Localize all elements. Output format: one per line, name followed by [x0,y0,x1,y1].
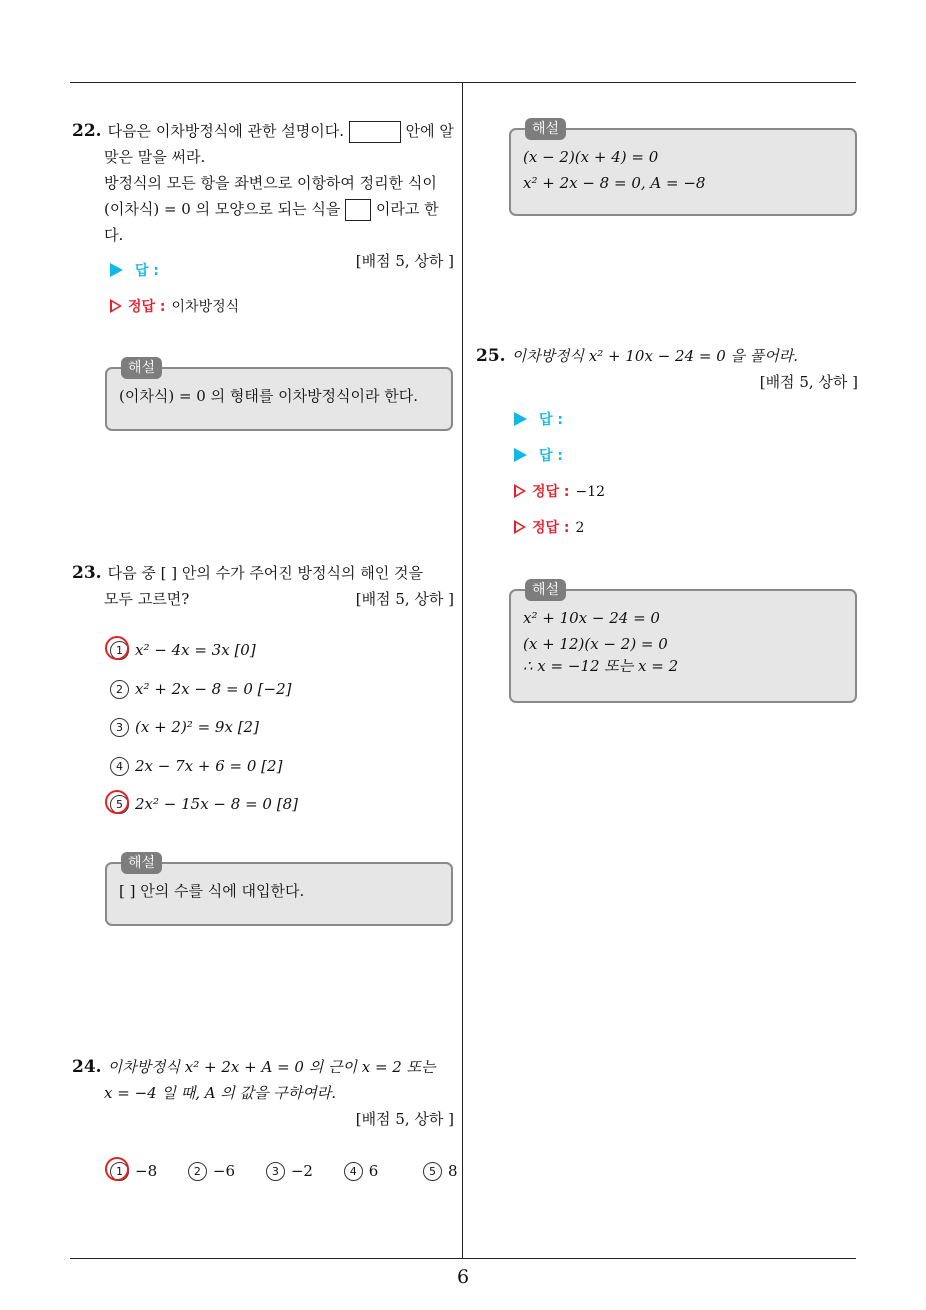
question-23: 23. 다음 중 [ ] 안의 수가 주어진 방정식의 해인 것을 모두 고르면? [배점 5, 상하 ] [72,560,454,612]
option-5[interactable]: 5 2x² − 15x − 8 = 0 [8] [110,793,298,815]
play-triangle-icon [514,448,527,462]
correct-answer-line-1: 정답 : −12 [514,481,605,501]
question-23-meta: [배점 5, 상하 ] [355,590,454,608]
question-22-meta: [배점 5, 상하 ] [355,252,454,270]
option-2[interactable]: 2 x² + 2x − 8 = 0 [−2] [110,678,291,700]
question-25: 25. 이차방정식 x² + 10x − 24 = 0 을 풀어라. [배점 5, 상하 ] [476,343,858,395]
outline-triangle-icon [514,484,526,498]
question-25-meta: [배점 5, 상하 ] [759,373,858,391]
explanation-tag: 해설 [525,579,566,601]
correct-answer-line-2: 정답 : 2 [514,517,584,537]
column-divider [462,82,463,1258]
option-4[interactable]: 4 2x − 7x + 6 = 0 [2] [110,755,282,777]
outline-triangle-icon [110,299,122,313]
top-rule [70,82,856,83]
outline-triangle-icon [514,520,526,534]
question-25-number: 25. [476,346,506,366]
option-3[interactable]: 3 (x + 2)² = 9x [2] [110,716,259,738]
question-22: 22. 다음은 이차방정식에 관한 설명이다. 안에 알 맞은 말을 써라. 방정식의 모든 항을 좌변으로 이항하여 정리한 식이 (이차식) = 0 의 모양으로 되는 식을 이라고 한다. [배점 5, 상하 ] [72,118,454,274]
option-2[interactable]: 2 −6 [188,1160,235,1182]
page-number: 6 [456,1266,470,1288]
answer-line-2: 답 : [514,445,563,465]
option-1[interactable]: 1 x² − 4x = 3x [0] [110,639,256,661]
option-4[interactable]: 4 6 [344,1160,379,1182]
selected-mark [105,790,129,814]
play-triangle-icon [110,263,123,277]
explanation-box-24: 해설 (x − 2)(x + 4) = 0 x² + 2x − 8 = 0, A = −8 [509,128,857,216]
option-5[interactable]: 5 8 [423,1160,458,1182]
answer-blank-small [345,199,371,221]
answer-blank [349,121,401,143]
question-23-number: 23. [72,563,102,583]
explanation-box-23: 해설 [ ] 안의 수를 식에 대입한다. [105,862,453,926]
explanation-tag: 해설 [121,852,162,874]
question-22-line-1: 22. 다음은 이차방정식에 관한 설명이다. 안에 알 [72,121,454,141]
selected-mark [105,636,129,660]
explanation-box-25: 해설 x² + 10x − 24 = 0 (x + 12)(x − 2) = 0 ∴ x = −12 또는 x = 2 [509,589,857,703]
question-24: 24. 이차방정식 x² + 2x + A = 0 의 근이 x = 2 또는 x = −4 일 때, A 의 값을 구하여라. [배점 5, 상하 ] [72,1054,454,1132]
question-24-number: 24. [72,1057,102,1077]
answer-line-1: 답 : [514,409,563,429]
correct-answer-line: 정답 : 이차방정식 [110,296,239,316]
bottom-rule [70,1258,856,1259]
play-triangle-icon [514,412,527,426]
question-22-number: 22. [72,121,102,141]
question-24-meta: [배점 5, 상하 ] [355,1110,454,1128]
option-1[interactable]: 1 −8 [110,1160,157,1182]
options-row-24 [110,1160,484,1182]
option-3[interactable]: 3 −2 [266,1160,313,1182]
explanation-tag: 해설 [525,118,566,140]
explanation-tag: 해설 [121,357,162,379]
selected-mark [105,1157,129,1181]
explanation-box-22: 해설 (이차식) = 0 의 형태를 이차방정식이라 한다. [105,367,453,431]
answer-line: 답 : [110,260,159,280]
